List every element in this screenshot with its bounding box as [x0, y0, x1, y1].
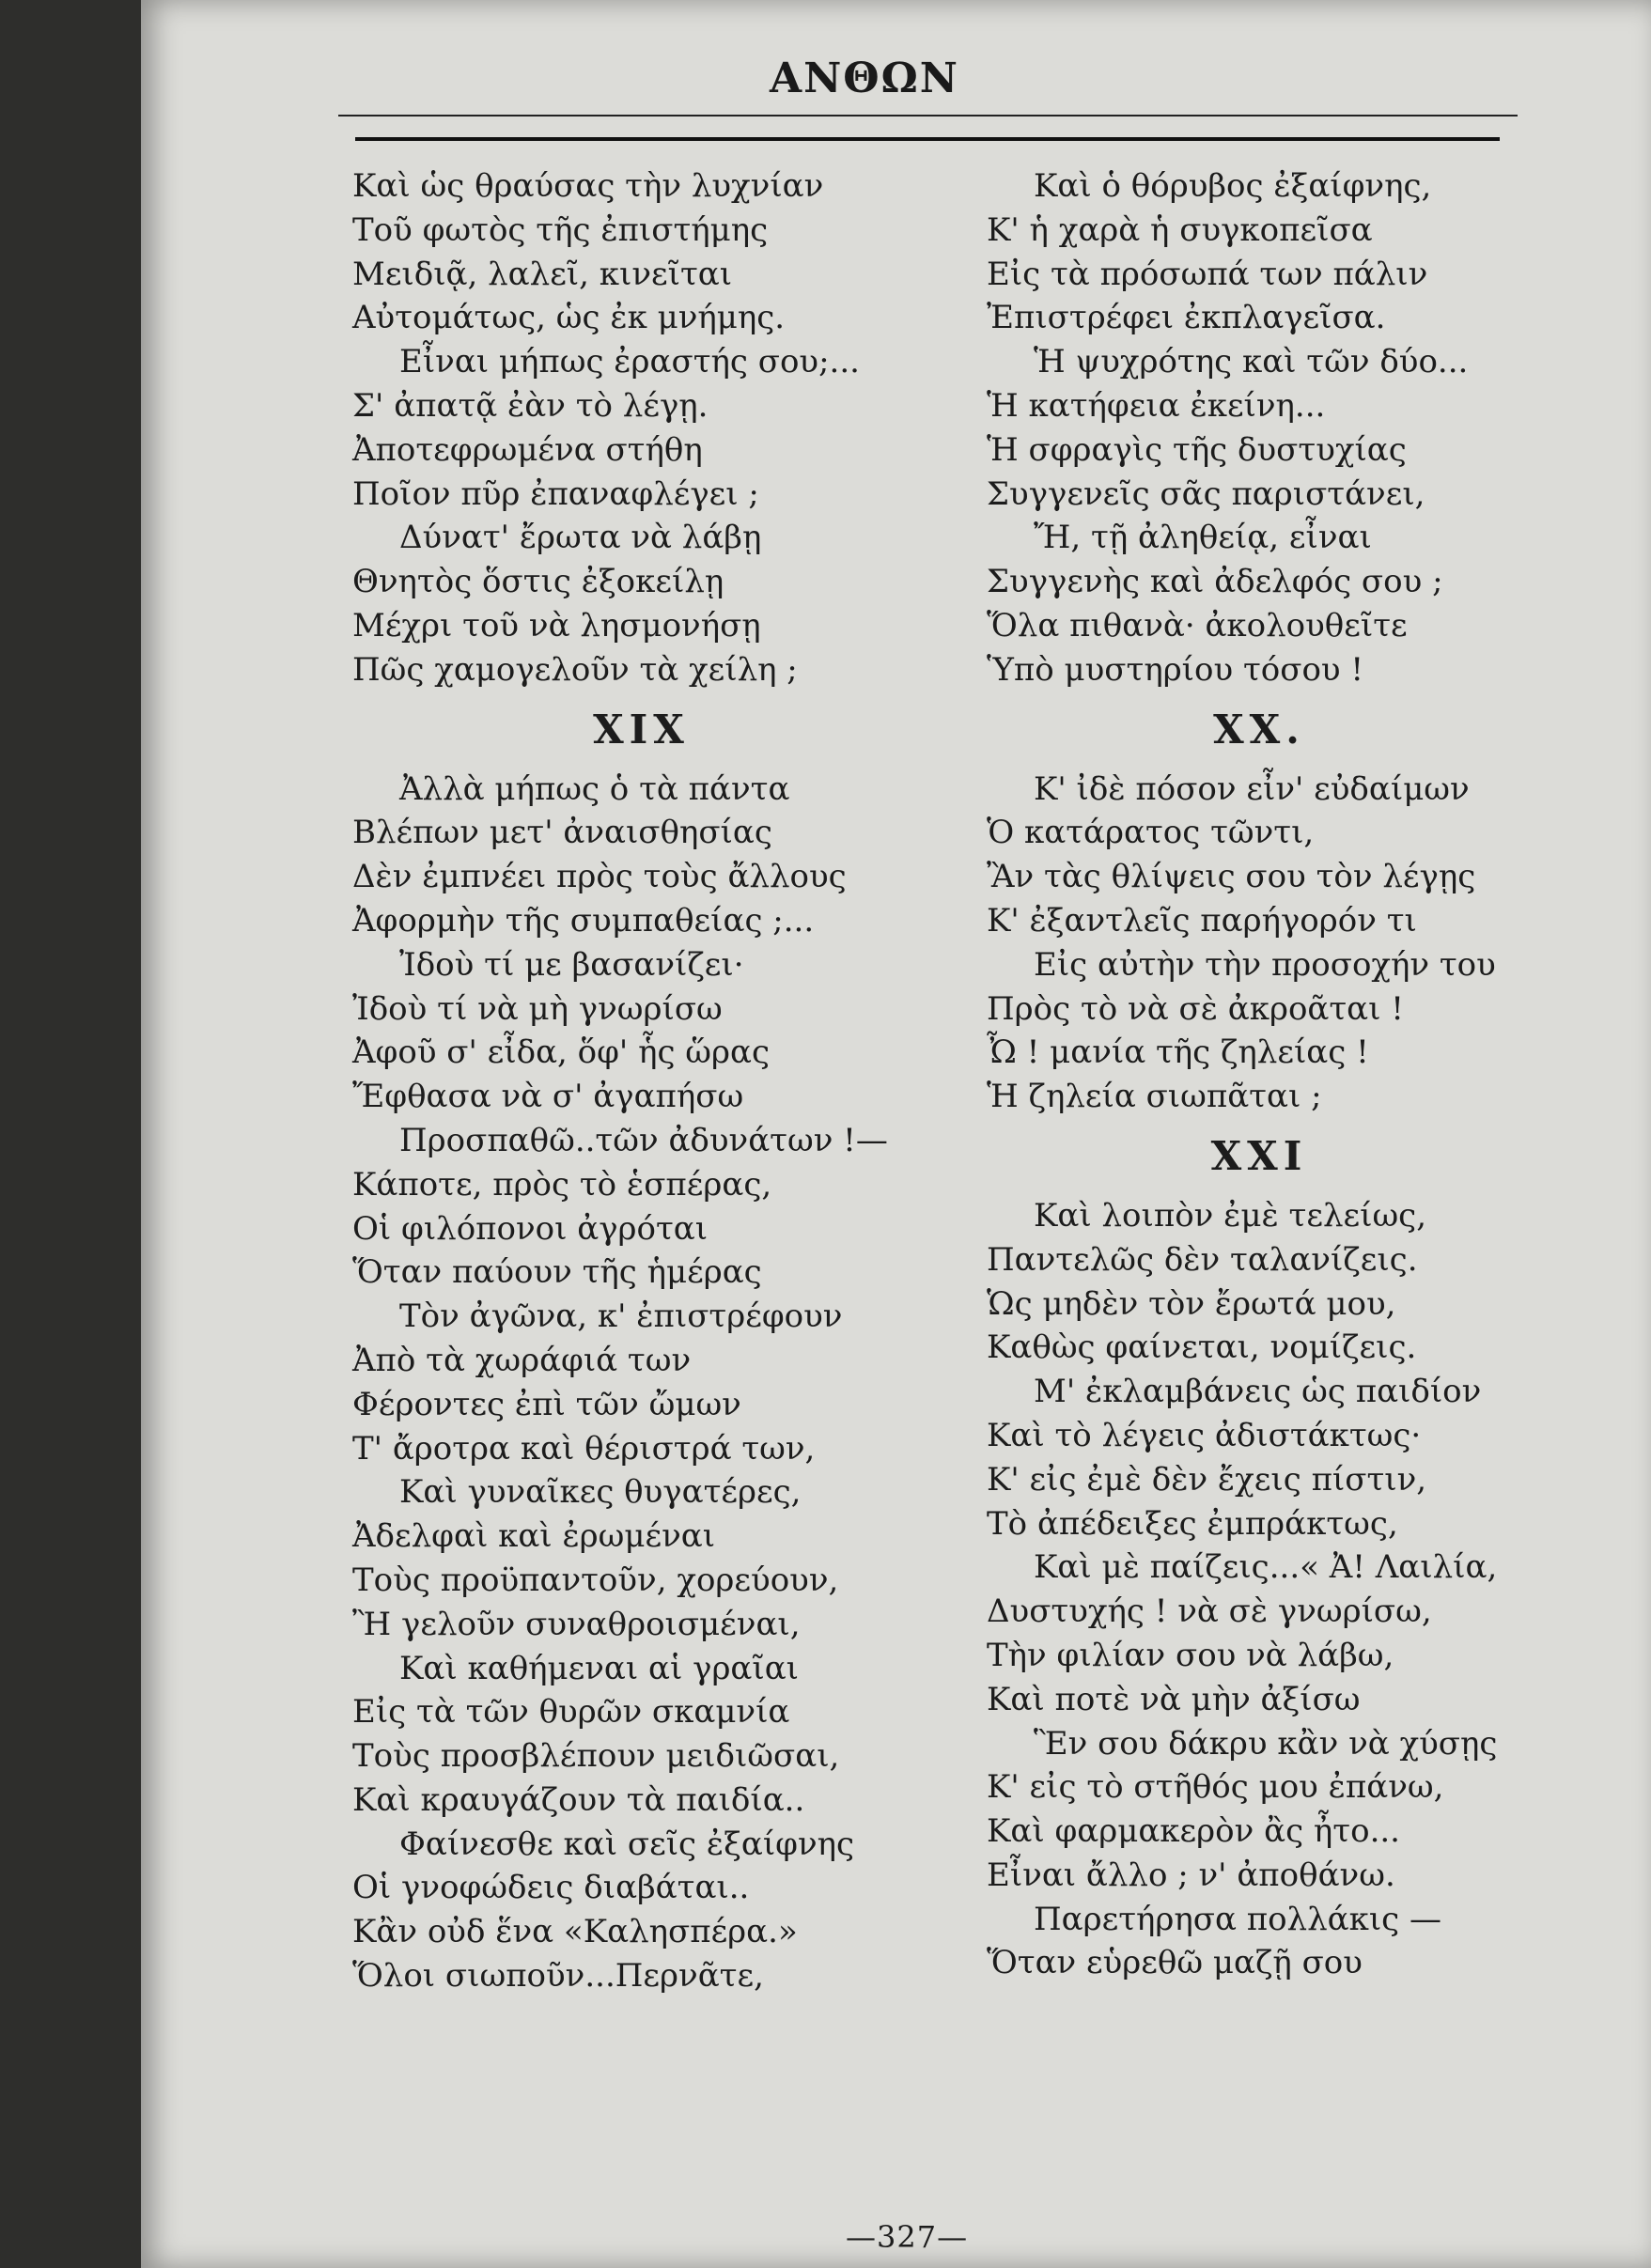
verse-line: Μ' ἐκλαμβάνεις ὡς παιδίον [1034, 1373, 1482, 1411]
verse-line: Κ' ἰδὲ πόσον εἶν' εὐδαίμων [1034, 769, 1470, 808]
verse-line: Δυστυχής ! νὰ σὲ γνωρίσω, [987, 1592, 1432, 1631]
verse-line: Φέροντες ἐπὶ τῶν ὤμων [352, 1385, 741, 1423]
verse-line: Ἰδοὺ τί νὰ μὴ γνωρίσω [352, 989, 723, 1028]
verse-line: Πρὸς τὸ νὰ σὲ ἀκροᾶται ! [987, 989, 1404, 1028]
verse-line: Καὶ κραυγάζουν τὰ παιδία.. [352, 1780, 805, 1819]
verse-line: Ἡ ζηλεία σιωπᾶται ; [987, 1078, 1322, 1116]
verse-line: Οἱ γνοφώδεις διαβάται.. [352, 1869, 750, 1907]
verse-line: Ἀλλὰ μήπως ὁ τὰ πάντα [399, 769, 790, 808]
verse-line: Καθὼς φαίνεται, νομίζεις. [987, 1328, 1417, 1367]
page-header: ΑΝΘΩΝ [769, 54, 960, 102]
verse-line: Κ' ἐξαντλεῖς παρήγορόν τι [987, 901, 1417, 940]
verse-line: Προσπαθῶ..τῶν ἀδυνάτων !— [399, 1121, 888, 1159]
verse-line: Μειδιᾷ, λαλεῖ, κινεῖται [352, 255, 733, 293]
verse-line: Οἱ φιλόπονοι ἀγρόται [352, 1209, 709, 1248]
verse-line: Κάποτε, πρὸς τὸ ἑσπέρας, [352, 1165, 772, 1204]
verse-line: Τ' ἄροτρα καὶ θέριστρά των, [352, 1429, 816, 1468]
verse-line: Ἡ κατήφεια ἐκείνη... [987, 386, 1326, 425]
verse-line: Ἡ σφραγὶς τῆς δυστυχίας [987, 430, 1407, 469]
verse-line: Ἀφοῦ σ' εἶδα, ὅφ' ἧς ὥρας [352, 1033, 771, 1072]
verse-line: Κ' ἡ χαρὰ ἡ συγκοπεῖσα [987, 210, 1373, 249]
verse-line: Ἢ γελοῦν συναθροισμέναι, [352, 1605, 801, 1643]
verse-line: Καὶ φαρμακερὸν ἂς ἦτο... [987, 1812, 1400, 1851]
header-rule-thin [338, 115, 1518, 117]
verse-line: Καὶ ὡς θραύσας τὴν λυχνίαν [352, 167, 824, 205]
verse-line: Ὅταν εὑρεθῶ μαζῇ σου [987, 1944, 1363, 1982]
verse-line: Εἶναι ἄλλο ; ν' ἀποθάνω. [987, 1856, 1395, 1894]
verse-line: Ἐπιστρέφει ἐκπλαγεῖσα. [987, 299, 1386, 337]
verse-line: Ἀδελφαὶ καὶ ἐρωμέναι [352, 1517, 716, 1556]
verse-line: Πῶς χαμογελοῦν τὰ χείλη ; [352, 650, 798, 689]
verse-line: Ἓν σου δάκρυ κἂν νὰ χύσῃς [1034, 1724, 1498, 1763]
verse-line: Ὅταν παύουν τῆς ἡμέρας [352, 1253, 762, 1292]
left-column [352, 164, 930, 1998]
verse-line: Καὶ τὸ λέγεις ἀδιστάκτως· [987, 1416, 1422, 1454]
right-column [987, 164, 1532, 1985]
verse-line: Ἔφθασα νὰ σ' ἀγαπήσω [352, 1078, 744, 1116]
verse-line: Εἰς αὐτὴν τὴν προσοχήν του [1034, 945, 1496, 984]
section-heading: XXI [1210, 1132, 1308, 1179]
verse-line: Ὁ κατάρατος τῶντι, [987, 814, 1315, 852]
verse-line: Κἂν οὐδ ἕνα «Καλησπέρα.» [352, 1913, 798, 1951]
header-rule-thick [355, 137, 1500, 141]
verse-line: Καὶ ὁ θόρυβος ἐξαίφνης, [1034, 167, 1432, 205]
verse-line: Εἶναι μήπως ἐραστής σου;... [399, 343, 860, 381]
verse-line: Δὲν ἐμπνέει πρὸς τοὺς ἄλλους [352, 858, 847, 896]
verse-line: Ὅλα πιθανὰ· ἀκολουθεῖτε [987, 606, 1408, 645]
verse-line: Ὑπὸ μυστηρίου τόσου ! [987, 650, 1364, 689]
verse-line: Θνητὸς ὅστις ἐξοκείλῃ [352, 563, 724, 601]
verse-line: Τὸν ἀγῶνα, κ' ἐπιστρέφουν [399, 1297, 843, 1336]
verse-line: Ἀποτεφρωμένα στήθη [352, 430, 703, 469]
verse-line: Αὐτομάτως, ὡς ἐκ μνήμης. [352, 299, 786, 337]
verse-line: Βλέπων μετ' ἀναισθησίας [352, 814, 772, 852]
verse-line: Δύνατ' ἔρωτα νὰ λάβῃ [399, 519, 762, 557]
verse-line: Κ' εἰς τὸ στῆθός μου ἐπάνω, [987, 1768, 1444, 1807]
verse-line: Παρετήρησα πολλάκις — [1034, 1900, 1442, 1938]
verse-line: Καὶ μὲ παίζεις...« Ἀ! Λαιλία, [1034, 1548, 1498, 1587]
verse-line: Ὡς μηδὲν τὸν ἔρωτά μου, [987, 1284, 1396, 1323]
verse-line: Ὦ ! μανία τῆς ζηλείας ! [987, 1033, 1369, 1072]
verse-line: Τοῦ φωτὸς τῆς ἐπιστήμης [352, 210, 769, 249]
page-number: —327— [846, 2219, 969, 2255]
verse-line: Συγγενὴς καὶ ἀδελφός σου ; [987, 563, 1443, 601]
verse-line: Σ' ἀπατᾷ ἐὰν τὸ λέγῃ. [352, 386, 709, 425]
section-heading: XIX [593, 706, 690, 753]
verse-line: Ἂν τὰς θλίψεις σου τὸν λέγῃς [987, 858, 1476, 896]
verse-line: Συγγενεῖς σᾶς παριστάνει, [987, 474, 1425, 513]
verse-line: Μέχρι τοῦ νὰ λησμονήσῃ [352, 606, 761, 645]
verse-line: Καὶ λοιπὸν ἐμὲ τελείως, [1034, 1196, 1427, 1235]
verse-line: Παντελῶς δὲν ταλανίζεις. [987, 1240, 1418, 1279]
section-heading: XX. [1213, 706, 1305, 753]
verse-line: Τὸ ἀπέδειξες ἐμπράκτως, [987, 1504, 1398, 1543]
verse-line: Καὶ καθήμεναι αἱ γραῖαι [399, 1649, 800, 1687]
verse-line: Τοὺς προϋπαντοῦν, χορεύουν, [352, 1561, 839, 1599]
verse-line: Φαίνεσθε καὶ σεῖς ἐξαίφνης [399, 1825, 855, 1863]
verse-line: Ἰδοὺ τί με βασανίζει· [399, 945, 744, 984]
verse-line: Εἰς τὰ πρόσωπά των πάλιν [987, 255, 1428, 293]
verse-line: Κ' εἰς ἐμὲ δὲν ἔχεις πίστιν, [987, 1460, 1427, 1499]
verse-line: Εἰς τὰ τῶν θυρῶν σκαμνία [352, 1693, 790, 1732]
verse-line: Ἀφορμὴν τῆς συμπαθείας ;... [352, 901, 815, 940]
verse-line: Ὅλοι σιωποῦν...Περνᾶτε, [352, 1957, 764, 1996]
verse-line: Ἀπὸ τὰ χωράφιά των [352, 1341, 692, 1379]
verse-line: Τοὺς προσβλέπουν μειδιῶσαι, [352, 1737, 840, 1776]
verse-line: Καὶ γυναῖκες θυγατέρες, [399, 1473, 802, 1512]
verse-line: Ἡ ψυχρότης καὶ τῶν δύο... [1034, 343, 1469, 381]
verse-line: Ἤ, τῇ ἀληθείᾳ, εἶναι [1034, 519, 1372, 557]
verse-line: Καὶ ποτὲ νὰ μὴν ἀξίσω [987, 1680, 1361, 1718]
verse-line: Τὴν φιλίαν σου νὰ λάβω, [987, 1636, 1394, 1674]
verse-line: Ποῖον πῦρ ἐπαναφλέγει ; [352, 474, 759, 513]
